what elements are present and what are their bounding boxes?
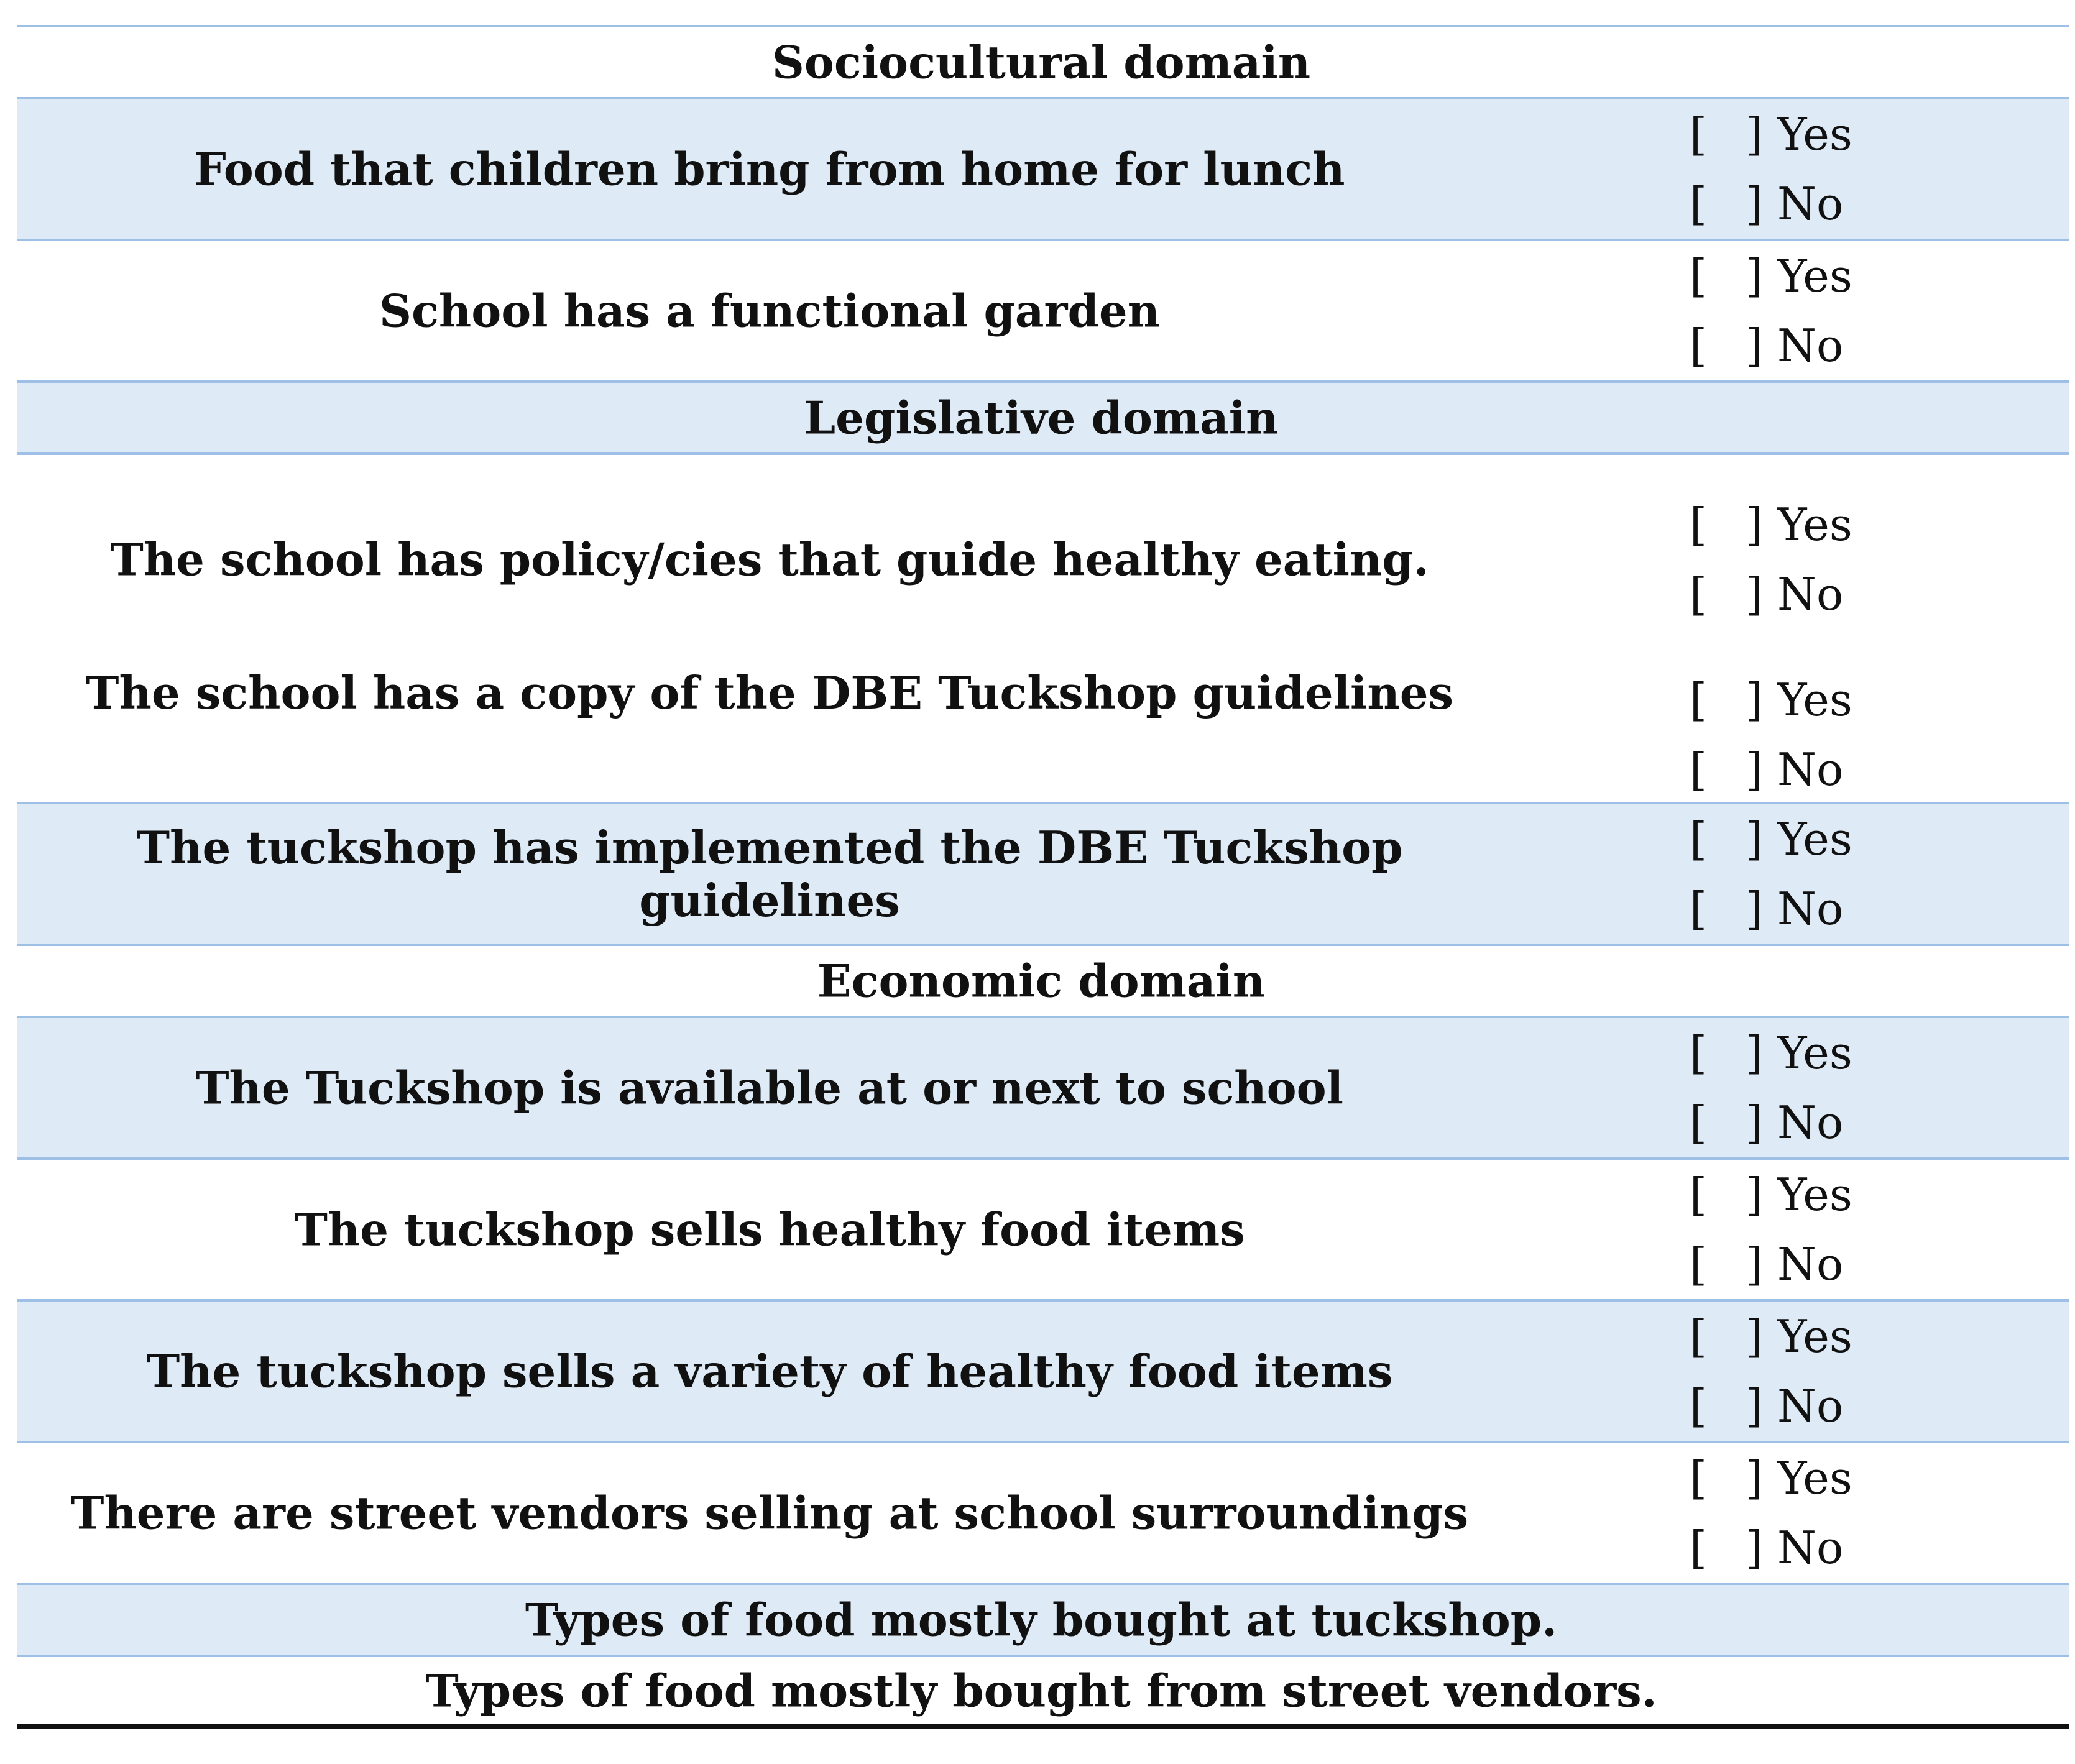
section-title: Legislative domain xyxy=(804,391,1279,444)
yes-checkbox[interactable]: [ ] Yes xyxy=(1690,1452,1852,1504)
question-row xyxy=(17,804,2069,946)
yes-checkbox[interactable]: [ ] Yes xyxy=(1690,674,1852,726)
footer-row-tuckshop-foods xyxy=(17,1585,2069,1657)
yes-checkbox[interactable]: [ ] Yes xyxy=(1690,250,1852,302)
no-checkbox[interactable]: [ ] No xyxy=(1690,743,1844,796)
question-row xyxy=(17,1160,2069,1302)
no-checkbox[interactable]: [ ] No xyxy=(1690,319,1844,372)
no-checkbox[interactable]: [ ] No xyxy=(1690,1380,1844,1432)
question-row xyxy=(17,1018,2069,1160)
question-text: The school has policy/cies that guide healthy eating. xyxy=(110,533,1429,586)
question-text: The tuckshop sells a variety of healthy food items xyxy=(146,1344,1393,1398)
section-header-sociocultural xyxy=(17,27,2069,99)
question-text: School has a functional garden xyxy=(379,284,1160,338)
question-row xyxy=(17,660,2069,804)
answer-options xyxy=(1690,1018,1951,1157)
no-checkbox[interactable]: [ ] No xyxy=(1690,1096,1844,1149)
answer-options xyxy=(1690,1302,1951,1441)
answer-options xyxy=(1690,1160,1951,1299)
answer-options xyxy=(1690,490,1951,629)
no-checkbox[interactable]: [ ] No xyxy=(1690,1522,1844,1574)
question-row xyxy=(17,241,2069,383)
footer-text: Types of food mostly bought from street vendors. xyxy=(425,1664,1657,1717)
question-text: The tuckshop has implemented the DBE Tuckshop guidelines xyxy=(136,821,1403,927)
no-checkbox[interactable]: [ ] No xyxy=(1690,1238,1844,1290)
question-text: There are street vendors selling at school surroundings xyxy=(70,1486,1469,1540)
question-text: The school has a copy of the DBE Tuckshop guidelines xyxy=(85,666,1454,719)
answer-options xyxy=(1690,99,1951,239)
answer-options xyxy=(1690,1443,1951,1583)
question-row xyxy=(17,99,2069,241)
section-title: Sociocultural domain xyxy=(771,35,1311,89)
question-row xyxy=(17,1443,2069,1585)
question-text: The Tuckshop is available at or next to school xyxy=(195,1061,1344,1114)
answer-options xyxy=(1690,241,1951,380)
no-checkbox[interactable]: [ ] No xyxy=(1690,568,1844,620)
footer-text: Types of food mostly bought at tuckshop. xyxy=(525,1593,1558,1647)
no-checkbox[interactable]: [ ] No xyxy=(1690,178,1844,230)
section-header-economic xyxy=(17,946,2069,1018)
question-row xyxy=(17,455,2069,664)
footer-row-vendor-foods xyxy=(17,1657,2069,1729)
yes-checkbox[interactable]: [ ] Yes xyxy=(1690,498,1852,551)
survey-table xyxy=(17,25,2069,1729)
yes-checkbox[interactable]: [ ] Yes xyxy=(1690,1027,1852,1079)
yes-checkbox[interactable]: [ ] Yes xyxy=(1690,1310,1852,1362)
section-title: Economic domain xyxy=(817,954,1266,1008)
question-row-group xyxy=(17,455,2069,804)
answer-options xyxy=(1690,665,1951,804)
yes-checkbox[interactable]: [ ] Yes xyxy=(1690,1169,1852,1221)
answer-options xyxy=(1690,804,1951,944)
yes-checkbox[interactable]: [ ] Yes xyxy=(1690,108,1852,160)
question-row xyxy=(17,1302,2069,1443)
section-header-legislative xyxy=(17,383,2069,455)
no-checkbox[interactable]: [ ] No xyxy=(1690,883,1844,935)
yes-checkbox[interactable]: [ ] Yes xyxy=(1690,813,1852,865)
question-text: The tuckshop sells healthy food items xyxy=(294,1203,1245,1256)
question-text: Food that children bring from home for lunch xyxy=(194,142,1345,196)
